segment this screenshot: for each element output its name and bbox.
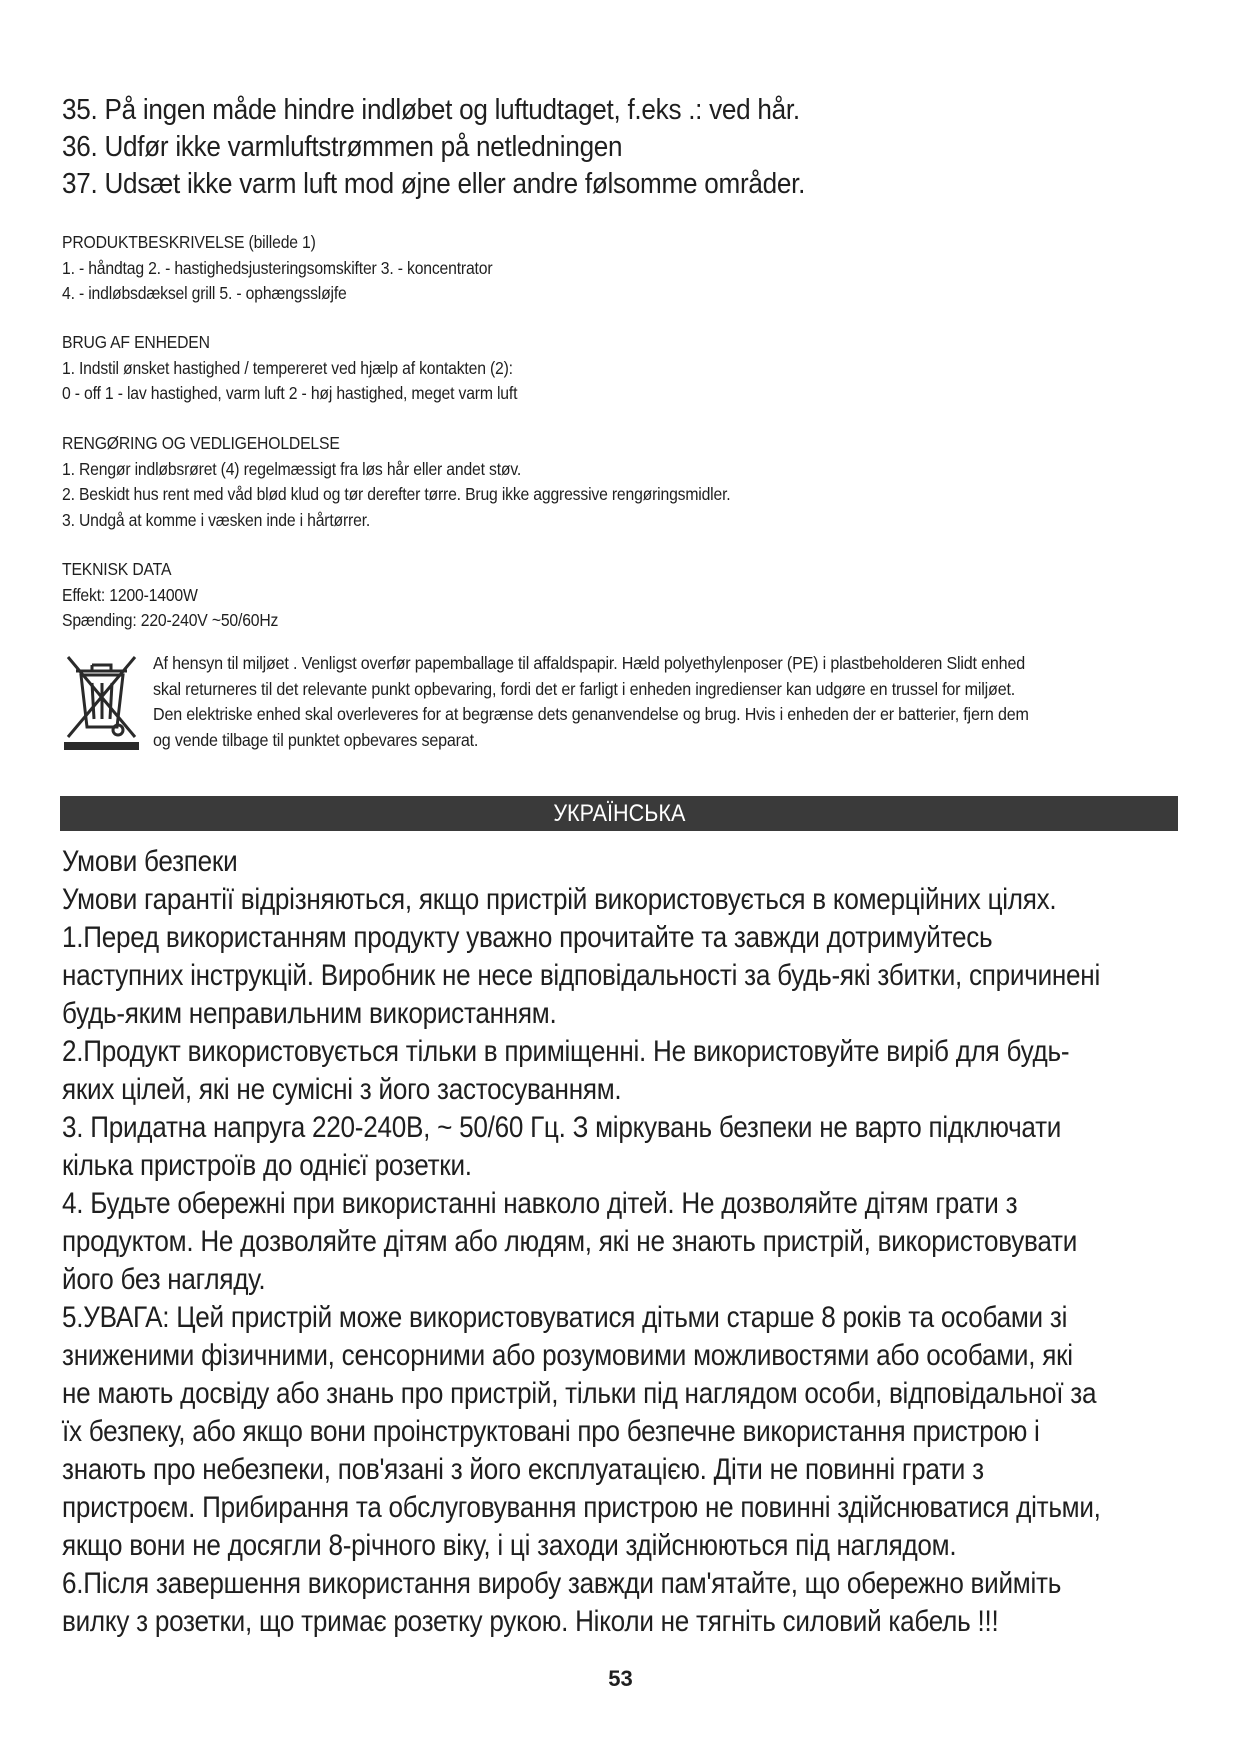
safety-list-danish: [62, 92, 1182, 203]
ua-line: кілька пристроїв до однієї розетки.: [62, 1149, 472, 1182]
ua-line: будь-яким неправильним використанням.: [62, 997, 557, 1030]
section-line: 4. - indløbsdæksel grill 5. - ophængssløjfe: [62, 283, 347, 303]
section-line: 2. Beskidt hus rent med våd blød klud og tør derefter tørre. Brug ikke aggressive rengøringsmidler.: [62, 484, 731, 504]
ua-line: наступних інструкцій. Виробник не несе відповідальності за будь-які збитки, спричинені: [62, 959, 1100, 992]
ua-line: 4. Будьте обережні при використанні навколо дітей. Не дозволяйте дітям грати з: [62, 1187, 1018, 1220]
ua-line: якщо вони не досягли 8-річного віку, і ці заходи здійснюються під наглядом.: [62, 1529, 957, 1562]
section-line: Spænding: 220-240V ~50/60Hz: [62, 610, 279, 630]
section-line: Effekt: 1200-1400W: [62, 584, 198, 605]
ua-line: яких цілей, які не сумісні з його застосуванням.: [62, 1073, 622, 1106]
ua-line: 3. Придатна напруга 220-240В, ~ 50/60 Гц. З міркувань безпеки не варто підключати: [62, 1111, 1062, 1144]
ua-line: вилку з розетки, що тримає розетку рукою. Ніколи не тягніть силовий кабель !!!: [62, 1605, 999, 1638]
notice-line: skal returneres til det relevante punkt opbevaring, fordi det er farligt i enheden ingredienser kan udgøre en trussel for miljøet.: [153, 678, 1016, 699]
ua-line: не мають досвіду або знань про пристрій, тільки під наглядом особи, відповідальної за: [62, 1377, 1097, 1410]
environment-notice: [153, 651, 1183, 753]
section-line: 0 - off 1 - lav hastighed, varm luft 2 - høj hastighed, meget varm luft: [62, 383, 518, 403]
ua-line: пристроєм. Прибирання та обслуговування пристрою не повинні здійснюватися дітьми,: [62, 1491, 1101, 1524]
ua-line: його без нагляду.: [62, 1263, 266, 1296]
section-line: 1. Rengør indløbsrøret (4) regelmæssigt fra løs hår eller andet støv.: [62, 458, 522, 479]
ua-line: знають про небезпеки, пов'язані з його експлуатацією. Діти не повинні грати з: [62, 1453, 984, 1486]
safety-section-ukrainian: [62, 843, 1182, 1641]
ua-line: зниженими фізичними, сенсорними або розумовими можливостями або особами, які: [62, 1339, 1073, 1372]
section-heading: TEKNISK DATA: [62, 559, 172, 579]
technical-data-section: [62, 557, 1182, 634]
section-line: 1. Indstil ønsket hastighed / tempereret ved hjælp af kontakten (2):: [62, 357, 513, 378]
ua-line: Умови гарантії відрізняються, якщо пристрій використовується в комерційних цілях.: [62, 883, 1057, 916]
ua-line: 1.Перед використанням продукту уважно прочитайте та завжди дотримуйтесь: [62, 921, 993, 954]
ua-line: 2.Продукт використовується тільки в приміщенні. Не використовуйте виріб для будь-: [62, 1035, 1070, 1068]
section-line: 1. - håndtag 2. - hastighedsjusteringsomskifter 3. - koncentrator: [62, 257, 493, 278]
language-label: УКРАЇНСЬКА: [552, 800, 686, 827]
cleaning-section: [62, 431, 1182, 533]
notice-line: og vende tilbage til punktet opbevares separat.: [153, 729, 479, 750]
language-section-bar: [60, 796, 1178, 831]
weee-crossed-bin-icon: [62, 651, 141, 751]
safety-item-36: 36. Udfør ikke varmluftstrømmen på netledningen: [62, 131, 623, 163]
notice-line: Den elektriske enhed skal overleveres for at begrænse dets genanvendelse og brug. Hvis i enheden der er batterier, fjern dem: [153, 704, 1029, 724]
safety-item-37: 37. Udsæt ikke varm luft mod øjne eller andre følsomme områder.: [62, 168, 806, 200]
product-description-section: [62, 230, 1182, 307]
ua-line: їх безпеку, або якщо вони проінструктовані про безпечне використання пристрою і: [62, 1415, 1040, 1448]
page-number: 53: [608, 1666, 633, 1691]
section-heading: PRODUKTBESKRIVELSE (billede 1): [62, 232, 316, 252]
ua-line: продуктом. Не дозволяйте дітям або людям, які не знають пристрій, використовувати: [62, 1225, 1078, 1258]
section-heading: RENGØRING OG VEDLIGEHOLDELSE: [62, 433, 340, 453]
section-heading: BRUG AF ENHEDEN: [62, 332, 210, 352]
ua-line: Умови безпеки: [62, 845, 238, 878]
section-line: 3. Undgå at komme i væsken inde i hårtørrer.: [62, 509, 371, 530]
safety-item-35: 35. På ingen måde hindre indløbet og luftudtaget, f.eks .: ved hår.: [62, 94, 800, 126]
ua-line: 6.Після завершення використання виробу завжди пам'ятайте, що обережно вийміть: [62, 1567, 1062, 1600]
usage-section: [62, 330, 1182, 407]
notice-line: Af hensyn til miljøet . Venligst overfør papemballage til affaldspapir. Hæld polyethylenposer (PE) i plastbeholderen Slidt enhed: [153, 653, 1025, 673]
ua-line: 5.УВАГА: Цей пристрій може використовуватися дітьми старше 8 років та особами зі: [62, 1301, 1068, 1334]
